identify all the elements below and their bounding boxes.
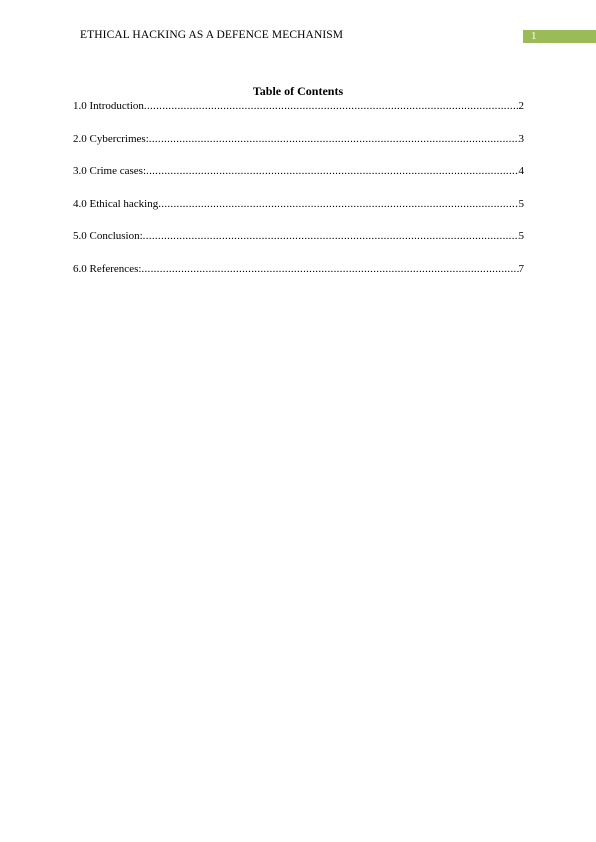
toc-dot-leader bbox=[144, 99, 519, 114]
toc-entry-label: 4.0 Ethical hacking bbox=[73, 197, 159, 210]
toc-dot-leader bbox=[143, 229, 519, 244]
toc-dot-leader bbox=[158, 197, 518, 212]
toc-dot-leader bbox=[141, 262, 518, 277]
toc-entry-page: 3 bbox=[518, 132, 524, 145]
toc-entry-page: 5 bbox=[518, 230, 524, 243]
toc-entry-crime-cases[interactable] bbox=[73, 164, 524, 179]
toc-entry-label: 5.0 Conclusion: bbox=[73, 230, 143, 243]
toc-entry-cybercrimes[interactable] bbox=[73, 132, 524, 147]
toc-heading: Table of Contents bbox=[252, 84, 344, 98]
toc-entry-label: 3.0 Crime cases: bbox=[73, 165, 147, 178]
toc-entry-page: 5 bbox=[518, 197, 524, 210]
toc-dot-leader bbox=[149, 132, 519, 147]
running-header-title: ETHICAL HACKING AS A DEFENCE MECHANISM bbox=[80, 29, 344, 41]
table-of-contents bbox=[73, 99, 524, 295]
page-number-badge: 1 bbox=[523, 30, 596, 43]
toc-entry-label: 1.0 Introduction bbox=[73, 100, 144, 112]
toc-entry-label: 6.0 References: bbox=[73, 262, 142, 275]
toc-entry-page: 4 bbox=[518, 165, 524, 178]
toc-entry-page: 7 bbox=[518, 262, 524, 275]
toc-entry-references[interactable] bbox=[73, 262, 524, 277]
toc-entry-ethical-hacking[interactable] bbox=[73, 197, 524, 212]
toc-entry-conclusion[interactable] bbox=[73, 229, 524, 244]
toc-dot-leader bbox=[146, 164, 518, 179]
toc-entry-label: 2.0 Cybercrimes: bbox=[73, 132, 149, 145]
toc-entry-introduction[interactable] bbox=[73, 99, 524, 114]
toc-entry-page: 2 bbox=[518, 100, 524, 112]
